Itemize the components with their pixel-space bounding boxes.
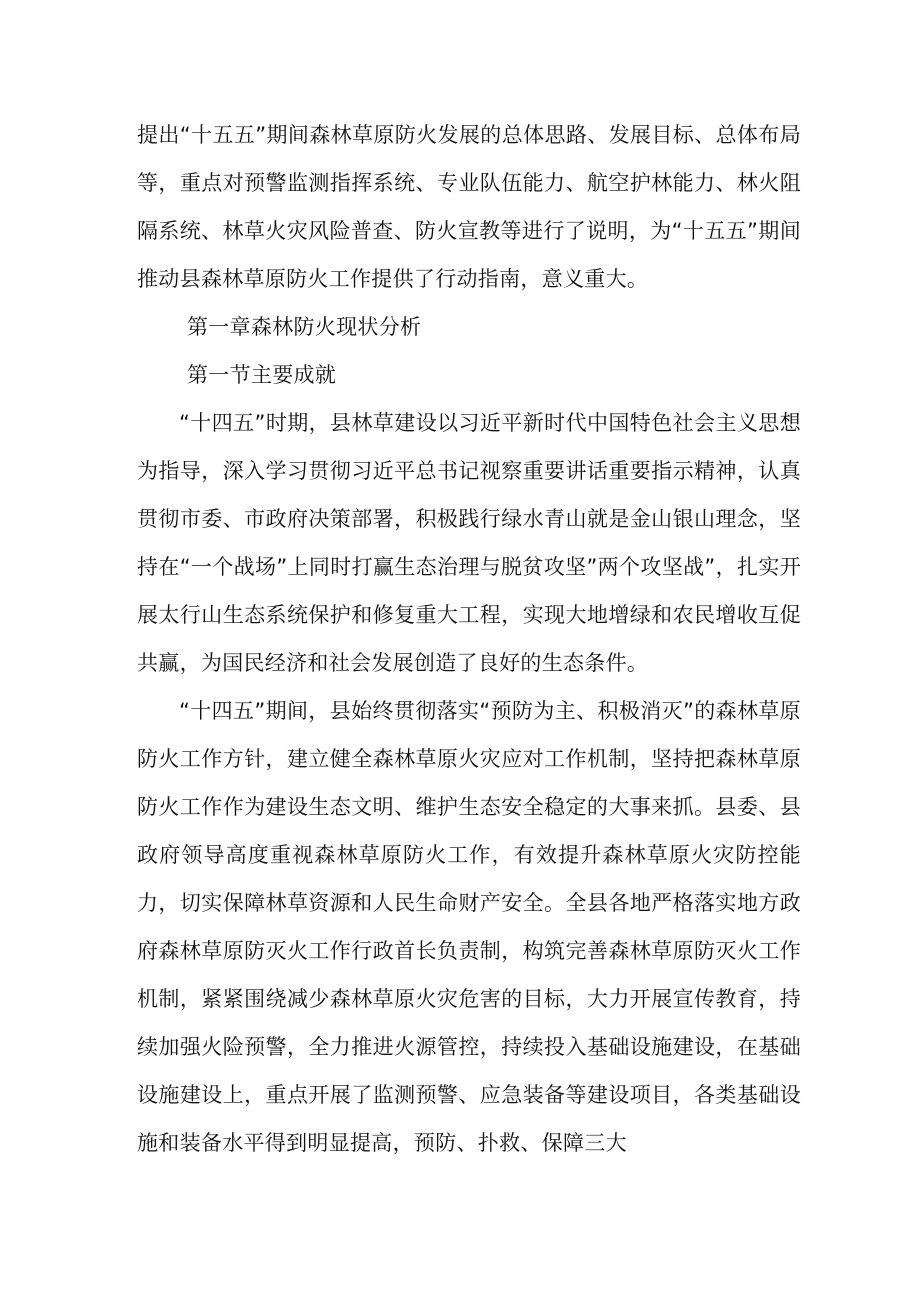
achievement-paragraph-1: “十四五”时期，县林草建设以习近平新时代中国特色社会主义思想为指导，深入学习贯彻习近平总书记视察重要讲话重要指示精神，认真贯彻市委、市政府决策部署，积极践行绿水青山就是金山银山理念，坚持在“一个战场”上同时打赢生态治理与脱贫攻坚”两个攻坚战”，扎实开展太行山生态系统保护和修复重大工程，实现大地增绿和农民增收互促共赢，为国民经济和社会发展创造了良好的生态条件。 <box>137 411 801 675</box>
section-heading: 第一节主要成就 <box>187 363 337 387</box>
intro-paragraph: 提出“十五五”期间森林草原防火发展的总体思路、发展目标、总体布局等，重点对预警监测指挥系统、专业队伍能力、航空护林能力、林火阻隔系统、林草火灾风险普查、防火宣教等进行了说明，为“十五五”期间推动县森林草原防火工作提供了行动指南，意义重大。 <box>137 123 801 291</box>
chapter-heading: 第一章森林防火现状分析 <box>187 315 422 339</box>
document-body <box>137 111 801 1167</box>
achievement-paragraph-2: “十四五”期间，县始终贯彻落实“预防为主、积极消灭”的森林草原防火工作方针，建立健全森林草原火灾应对工作机制，坚持把森林草原防火工作作为建设生态文明、维护生态安全稳定的大事来抓。县委、县政府领导高度重视森林草原防火工作，有效提升森林草原火灾防控能力，切实保障林草资源和人民生命财产安全。全县各地严格落实地方政府森林草原防灭火工作行政首长负责制，构筑完善森林草原防灭火工作机制，紧紧围绕减少森林草原火灾危害的目标，大力开展宣传教育，持续加强火险预警，全力推进火源管控，持续投入基础设施建设，在基础设施建设上，重点开展了监测预警、应急装备等建设项目，各类基础设施和装备水平得到明显提高，预防、扑救、保障三大 <box>137 699 801 1155</box>
